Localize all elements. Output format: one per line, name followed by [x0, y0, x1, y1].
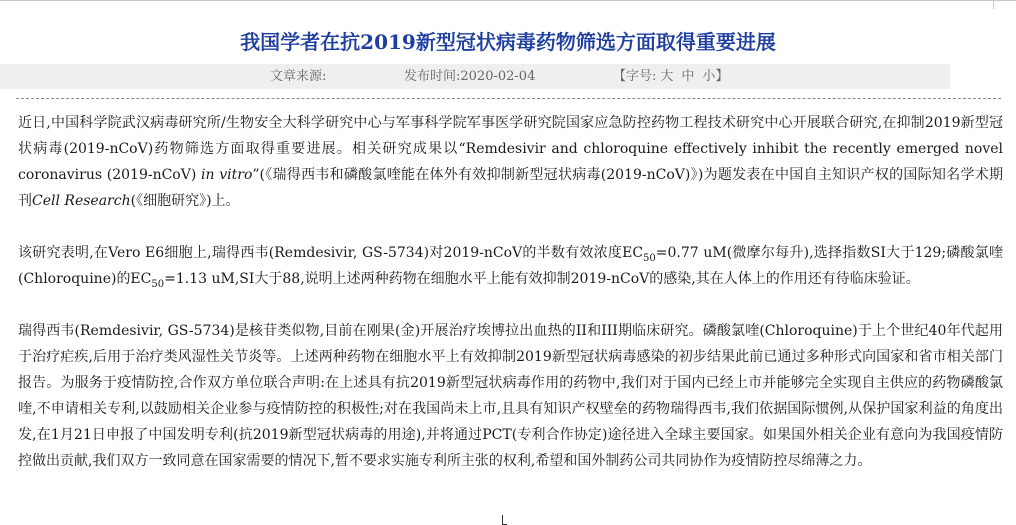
paragraph-2-text-2: =0.77 uM(微摩尔每升),选择指数SI大于129;磷酸氯喹(Chloroquine)的EC — [18, 245, 1003, 287]
subscript-50-2: 50 — [151, 278, 165, 290]
paragraph-1 — [18, 110, 1003, 214]
paragraph-2 — [18, 240, 1003, 292]
font-size-large-link[interactable]: 大 — [660, 69, 674, 84]
subscript-50: 50 — [643, 252, 656, 264]
font-size-control — [613, 64, 728, 89]
font-size-medium-link[interactable]: 中 — [681, 69, 695, 84]
paragraph-1-text-2: ”(《瑞得西韦和磷酸氯喹能在体外有效抑制新型冠状病毒(2019-nCoV)》)为题发表在中国自主知识产权的国际知名学术期刊 — [18, 167, 1003, 209]
paragraph-1-text-3: (《细胞研究》)上。 — [130, 193, 240, 209]
paragraph-2-text: 该研究表明,在Vero E6细胞上,瑞得西韦(Remdesivir, GS-5734)对2019-nCoV的半数有效浓度EC — [18, 245, 644, 261]
paragraph-3: 瑞得西韦(Remdesivir, GS-5734)是核苷类似物,目前在刚果(金)开展治疗埃博拉出血热的II和III期临床研究。磷酸氯喹(Chloroquine)于上个世纪40年代起用于治疗疟疾,后用于治疗类风湿性关节炎等。上述两种药物在细胞水平上有效抑制2019新型冠状病毒感染的初步结果此前已通过多种形式向国家和省市相关部门报告。为服务于疫情防控,合作双方单位联合声明:在上述具有抗2019新型冠状病毒作用的药物中,我们对于国内已经上市并能够完全实现自主供应的药物磷酸氯喹,不申请相关专利,以鼓励相关企业参与疫情防控的积极性;对在我国尚未上市,且具有知识产权壁垒的药物瑞得西韦,我们依据国际惯例,从保护国家利益的角度出发,在1月21日申报了中国发明专利(抗2019新型冠状病毒的用途),并将通过PCT(专利合作协定)途径进入全球主要国家。如果国外相关企业有意向为我国疫情防控做出贡献,我们双方一致同意在国家需要的情况下,暂不要求实施专利所主张的权利,希望和国外制药公司共同协作为疫情防控尽绵薄之力。 — [18, 323, 1003, 469]
divider — [16, 98, 1001, 99]
article-title: 我国学者在抗2019新型冠状病毒药物筛选方面取得重要进展 — [240, 30, 776, 54]
source-label: 文章来源: — [270, 69, 327, 84]
journal-name: Cell Research — [32, 193, 131, 209]
page-frame-top — [0, 0, 1016, 9]
font-size-small-link[interactable]: 小 — [702, 69, 716, 84]
date-value: 2020-02-04 — [460, 69, 536, 84]
date-label: 发布时间: — [404, 69, 461, 84]
article-body — [18, 110, 1003, 474]
font-size-label: 【字号: — [613, 69, 657, 84]
paragraph-2-text-3: =1.13 uM,SI大于88,说明上述两种药物在细胞水平上能有效抑制2019-nCoV的感染,其在人体上的作用还有待临床验证。 — [164, 271, 920, 287]
font-size-close: 】 — [715, 69, 729, 84]
paragraph-1-italic: in vitro — [201, 167, 253, 183]
publish-date — [404, 64, 535, 89]
article-meta-bar — [0, 64, 950, 89]
paragraph-1-text: 近日,中国科学院武汉病毒研究所/生物安全大科学研究中心与军事科学院军事医学研究院国家应急防控药物工程技术研究中心开展联合研究,在抑制2019新型冠状病毒(2019-nCoV)药物筛选方面取得重要进展。相关研究成果以“Remdesivir and chloroquine effectively inhibit the recently emerged novel coronavirus (2019-nCoV) — [18, 115, 1003, 183]
